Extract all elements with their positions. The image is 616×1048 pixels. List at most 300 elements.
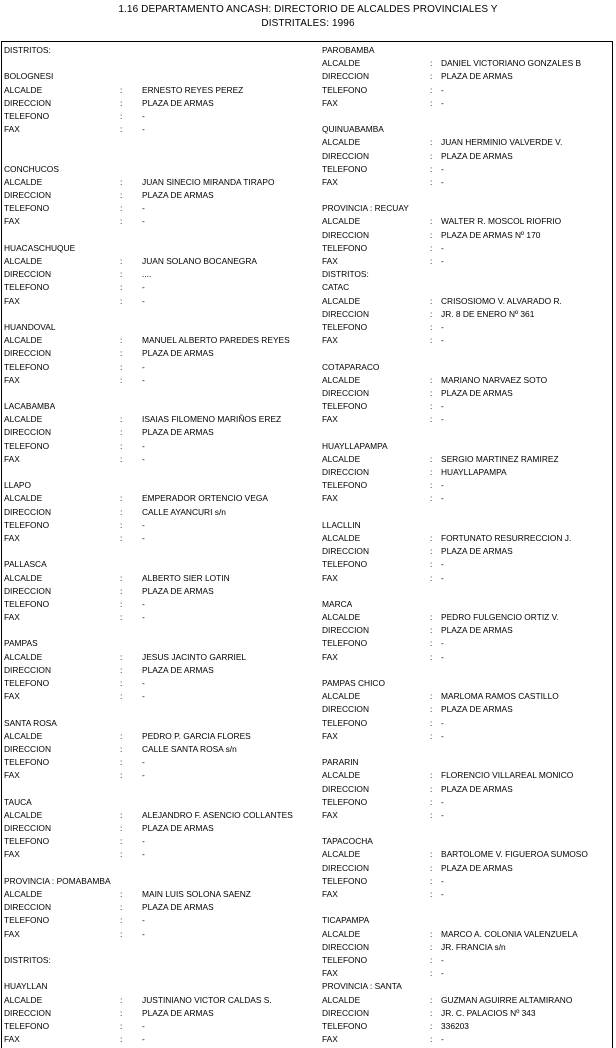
left-row bbox=[4, 70, 314, 83]
field-value: - bbox=[441, 572, 444, 583]
field-separator: : bbox=[120, 348, 123, 359]
left-row bbox=[4, 361, 314, 374]
left-row bbox=[4, 796, 314, 809]
field-separator: : bbox=[430, 941, 433, 952]
field-separator: : bbox=[120, 110, 123, 121]
right-row bbox=[322, 901, 612, 914]
right-row bbox=[322, 783, 612, 796]
field-label: ALCALDE bbox=[4, 84, 43, 95]
right-row bbox=[322, 994, 612, 1007]
field-separator: : bbox=[120, 176, 123, 187]
right-row bbox=[322, 888, 612, 901]
left-row bbox=[4, 822, 314, 835]
field-value: 336203 bbox=[441, 1020, 469, 1031]
field-label: DIRECCION bbox=[4, 427, 51, 438]
field-value: PEDRO FULGENCIO ORTIZ V. bbox=[441, 612, 559, 623]
field-label: FAX bbox=[322, 809, 338, 820]
field-label: DIRECCION bbox=[4, 664, 51, 675]
field-separator: : bbox=[120, 519, 123, 530]
field-value: FORTUNATO RESURRECCION J. bbox=[441, 532, 572, 543]
field-separator: : bbox=[120, 902, 123, 913]
right-row bbox=[322, 308, 612, 321]
field-label: FAX bbox=[322, 730, 338, 741]
left-row bbox=[4, 215, 314, 228]
field-label: DIRECCION bbox=[4, 190, 51, 201]
left-row bbox=[4, 176, 314, 189]
field-separator: : bbox=[430, 968, 433, 979]
left-row bbox=[4, 624, 314, 637]
field-label: TAPACOCHA bbox=[322, 836, 373, 847]
field-label: TELEFONO bbox=[322, 638, 368, 649]
field-value: FLORENCIO VILLAREAL MONICO bbox=[441, 770, 574, 781]
right-row bbox=[322, 255, 612, 268]
field-label: FAX bbox=[322, 889, 338, 899]
right-row bbox=[322, 321, 612, 334]
right-row bbox=[322, 70, 612, 83]
field-label: PARARIN bbox=[322, 757, 359, 768]
left-row bbox=[4, 400, 314, 413]
field-value: - bbox=[441, 163, 444, 174]
field-value: - bbox=[441, 809, 444, 820]
field-label: FAX bbox=[322, 493, 338, 504]
right-row bbox=[322, 202, 612, 215]
field-value: PLAZA DE ARMAS Nº 170 bbox=[441, 229, 541, 240]
left-row bbox=[4, 453, 314, 466]
field-label: DIRECCION bbox=[4, 269, 51, 280]
field-label: DIRECCION bbox=[322, 862, 369, 873]
field-value: - bbox=[441, 796, 444, 807]
field-label: DISTRITOS: bbox=[4, 45, 51, 55]
left-row bbox=[4, 862, 314, 875]
field-label: COTAPARACO bbox=[322, 361, 380, 372]
field-label: CATAC bbox=[322, 282, 350, 293]
left-row bbox=[4, 242, 314, 255]
field-label: FAX bbox=[4, 453, 20, 464]
left-row bbox=[4, 163, 314, 176]
field-separator: : bbox=[120, 282, 123, 293]
left-row bbox=[4, 572, 314, 585]
field-value: - bbox=[142, 1020, 145, 1031]
field-separator: : bbox=[430, 321, 433, 332]
right-row bbox=[322, 835, 612, 848]
left-row bbox=[4, 664, 314, 677]
field-label: DIRECCION bbox=[4, 97, 51, 108]
left-row bbox=[4, 136, 314, 149]
field-separator: : bbox=[430, 335, 433, 346]
field-value: - bbox=[441, 875, 444, 886]
field-separator: : bbox=[430, 401, 433, 412]
field-label: FAX bbox=[322, 256, 338, 266]
field-label: TELEFONO bbox=[4, 282, 50, 293]
field-value: - bbox=[441, 414, 444, 425]
left-row bbox=[4, 545, 314, 558]
field-value: CALLE AYANCURI s/n bbox=[142, 506, 226, 517]
field-value: - bbox=[142, 124, 145, 135]
field-value: PLAZA DE ARMAS bbox=[441, 387, 513, 398]
right-row bbox=[322, 651, 612, 664]
field-separator: : bbox=[120, 190, 123, 201]
field-value: - bbox=[142, 612, 145, 623]
field-value: - bbox=[142, 691, 145, 702]
left-row bbox=[4, 97, 314, 110]
left-row bbox=[4, 123, 314, 136]
field-separator: : bbox=[430, 651, 433, 662]
field-label: ALCALDE bbox=[4, 809, 43, 820]
left-row bbox=[4, 848, 314, 861]
field-value: ALEJANDRO F. ASENCIO COLLANTES bbox=[142, 809, 293, 820]
field-label: ALCALDE bbox=[4, 651, 43, 662]
right-row bbox=[322, 57, 612, 70]
field-separator: : bbox=[120, 915, 123, 926]
field-separator: : bbox=[430, 216, 433, 227]
field-value: PLAZA DE ARMAS bbox=[142, 823, 214, 834]
field-label: MARCA bbox=[322, 598, 353, 609]
field-label: LACABAMBA bbox=[4, 401, 56, 412]
field-separator: : bbox=[120, 598, 123, 609]
field-label: DIRECCION bbox=[322, 467, 369, 477]
field-label: FAX bbox=[4, 216, 20, 227]
field-label: ALCALDE bbox=[322, 295, 361, 306]
field-label: DIRECCION bbox=[4, 506, 51, 517]
field-separator: : bbox=[430, 414, 433, 425]
field-value: - bbox=[142, 374, 145, 385]
field-label: TICAPAMPA bbox=[322, 915, 370, 926]
field-label: DIRECCION bbox=[322, 1007, 369, 1018]
left-row bbox=[4, 110, 314, 123]
field-separator: : bbox=[430, 256, 433, 266]
field-separator: : bbox=[120, 612, 123, 623]
field-separator: : bbox=[430, 532, 433, 543]
field-separator: : bbox=[430, 625, 433, 636]
field-label: FAX bbox=[322, 97, 338, 108]
left-row bbox=[4, 783, 314, 796]
left-row bbox=[4, 426, 314, 439]
field-separator: : bbox=[430, 493, 433, 504]
field-label: DIRECCION bbox=[4, 1007, 51, 1018]
field-separator: : bbox=[120, 216, 123, 227]
field-label: TELEFONO bbox=[4, 836, 50, 847]
field-value: MARLOMA RAMOS CASTILLO bbox=[441, 691, 559, 702]
right-row bbox=[322, 97, 612, 110]
left-row bbox=[4, 677, 314, 690]
field-label: TELEFONO bbox=[322, 321, 368, 332]
right-row bbox=[322, 717, 612, 730]
left-row bbox=[4, 914, 314, 927]
field-label: TELEFONO bbox=[4, 203, 50, 214]
field-value: - bbox=[441, 84, 444, 95]
field-separator: : bbox=[120, 532, 123, 543]
field-label: PAMPAS CHICO bbox=[322, 678, 385, 688]
field-value: - bbox=[441, 954, 444, 965]
field-value: DANIEL VICTORIANO GONZALES B bbox=[441, 58, 582, 69]
field-separator: : bbox=[120, 585, 123, 596]
field-label: ALCALDE bbox=[4, 889, 43, 899]
field-label: TELEFONO bbox=[322, 717, 368, 728]
left-row bbox=[4, 901, 314, 914]
field-separator: : bbox=[120, 678, 123, 688]
right-row bbox=[322, 1033, 612, 1046]
field-value: PEDRO P. GARCIA FLORES bbox=[142, 730, 251, 741]
field-value: SERGIO MARTINEZ RAMIREZ bbox=[441, 453, 559, 464]
field-value: JR. FRANCIA s/n bbox=[441, 941, 506, 952]
field-value: - bbox=[142, 836, 145, 847]
field-value: CRISOSIOMO V. ALVARADO R. bbox=[441, 295, 562, 306]
left-row bbox=[4, 202, 314, 215]
right-row bbox=[322, 334, 612, 347]
field-label: TELEFONO bbox=[322, 480, 368, 491]
right-row bbox=[322, 862, 612, 875]
field-label: DIRECCION bbox=[322, 783, 369, 794]
right-row bbox=[322, 730, 612, 743]
field-separator: : bbox=[120, 453, 123, 464]
left-row bbox=[4, 532, 314, 545]
right-row bbox=[322, 796, 612, 809]
left-row bbox=[4, 756, 314, 769]
field-separator: : bbox=[430, 71, 433, 82]
right-row bbox=[322, 453, 612, 466]
field-value: JUSTINIANO VICTOR CALDAS S. bbox=[142, 994, 272, 1005]
field-value: PLAZA DE ARMAS bbox=[441, 862, 513, 873]
field-value: - bbox=[441, 1034, 444, 1045]
document-title-line-2: DISTRITALES: 1996 bbox=[261, 18, 355, 29]
field-value: PLAZA DE ARMAS bbox=[441, 71, 513, 82]
right-row bbox=[322, 519, 612, 532]
right-row bbox=[322, 980, 612, 993]
field-value: - bbox=[142, 216, 145, 227]
field-value: - bbox=[142, 110, 145, 121]
left-row bbox=[4, 637, 314, 650]
field-separator: : bbox=[120, 440, 123, 451]
left-row bbox=[4, 374, 314, 387]
field-value: PLAZA DE ARMAS bbox=[441, 783, 513, 794]
right-row bbox=[322, 822, 612, 835]
right-row bbox=[322, 123, 612, 136]
field-label: DIRECCION bbox=[4, 585, 51, 596]
field-label: DIRECCION bbox=[322, 546, 369, 557]
right-row bbox=[322, 809, 612, 822]
left-row bbox=[4, 334, 314, 347]
field-value: ERNESTO REYES PEREZ bbox=[142, 84, 244, 95]
right-row bbox=[322, 611, 612, 624]
field-value: - bbox=[142, 849, 145, 860]
field-label: HUAYLLAN bbox=[4, 981, 48, 992]
right-row bbox=[322, 479, 612, 492]
field-label: FAX bbox=[4, 1034, 20, 1045]
field-label: FAX bbox=[4, 532, 20, 543]
right-row bbox=[322, 492, 612, 505]
field-separator: : bbox=[430, 704, 433, 715]
field-separator: : bbox=[120, 506, 123, 517]
field-label: HUANDOVAL bbox=[4, 321, 56, 332]
right-row bbox=[322, 440, 612, 453]
field-label: FAX bbox=[4, 691, 20, 702]
field-label: QUINUABAMBA bbox=[322, 124, 384, 135]
right-row bbox=[322, 914, 612, 927]
field-value: - bbox=[441, 559, 444, 570]
field-separator: : bbox=[430, 954, 433, 965]
right-row bbox=[322, 941, 612, 954]
field-separator: : bbox=[430, 308, 433, 319]
field-label: FAX bbox=[322, 968, 338, 979]
field-label: ALCALDE bbox=[322, 453, 361, 464]
field-value: - bbox=[441, 889, 444, 899]
field-label: TELEFONO bbox=[4, 1020, 50, 1031]
left-row bbox=[4, 150, 314, 163]
right-row bbox=[322, 928, 612, 941]
field-value: - bbox=[142, 203, 145, 214]
right-row bbox=[322, 229, 612, 242]
left-row bbox=[4, 506, 314, 519]
left-row bbox=[4, 229, 314, 242]
field-value: BARTOLOME V. FIGUEROA SUMOSO bbox=[441, 849, 588, 860]
right-row bbox=[322, 967, 612, 980]
right-row bbox=[322, 848, 612, 861]
field-separator: : bbox=[120, 730, 123, 741]
left-row bbox=[4, 387, 314, 400]
field-label: FAX bbox=[322, 651, 338, 662]
right-row bbox=[322, 624, 612, 637]
right-row bbox=[322, 506, 612, 519]
field-separator: : bbox=[430, 638, 433, 649]
field-value: ALBERTO SIER LOTIN bbox=[142, 572, 230, 583]
left-row bbox=[4, 44, 314, 57]
field-separator: : bbox=[430, 770, 433, 781]
field-value: - bbox=[142, 928, 145, 939]
field-value: HUAYLLAPAMPA bbox=[441, 467, 507, 477]
field-label: SANTA ROSA bbox=[4, 717, 57, 728]
field-separator: : bbox=[430, 97, 433, 108]
field-label: ALCALDE bbox=[322, 770, 361, 781]
field-label: HUACASCHUQUE bbox=[4, 242, 76, 253]
field-separator: : bbox=[120, 691, 123, 702]
field-label: TELEFONO bbox=[322, 954, 368, 965]
field-label: DIRECCION bbox=[4, 743, 51, 754]
field-label: DIRECCION bbox=[322, 71, 369, 82]
right-row bbox=[322, 677, 612, 690]
field-separator: : bbox=[430, 374, 433, 385]
right-row bbox=[322, 295, 612, 308]
left-row bbox=[4, 690, 314, 703]
left-row bbox=[4, 941, 314, 954]
field-separator: : bbox=[430, 994, 433, 1005]
field-separator: : bbox=[430, 84, 433, 95]
field-value: - bbox=[142, 757, 145, 768]
field-label: FAX bbox=[4, 124, 20, 135]
field-value: .... bbox=[142, 269, 152, 280]
field-label: ALCALDE bbox=[322, 612, 361, 623]
field-separator: : bbox=[430, 229, 433, 240]
field-separator: : bbox=[120, 269, 123, 280]
field-label: TELEFONO bbox=[4, 440, 50, 451]
right-row bbox=[322, 558, 612, 571]
right-row bbox=[322, 532, 612, 545]
field-value: - bbox=[441, 97, 444, 108]
field-label: FAX bbox=[4, 770, 20, 781]
field-separator: : bbox=[120, 493, 123, 504]
field-separator: : bbox=[430, 559, 433, 570]
field-label: ALCALDE bbox=[322, 216, 361, 227]
field-separator: : bbox=[430, 1020, 433, 1031]
field-value: - bbox=[441, 321, 444, 332]
left-row bbox=[4, 440, 314, 453]
field-label: FAX bbox=[4, 374, 20, 385]
field-label: DIRECCION bbox=[322, 308, 369, 319]
right-row bbox=[322, 150, 612, 163]
field-label: TELEFONO bbox=[4, 757, 50, 768]
field-label: ALCALDE bbox=[322, 691, 361, 702]
directory-right-column bbox=[322, 44, 612, 1046]
field-separator: : bbox=[430, 480, 433, 491]
right-row bbox=[322, 572, 612, 585]
document-title-line-1: 1.16 DEPARTAMENTO ANCASH: DIRECTORIO DE ALCALDES PROVINCIALES Y bbox=[118, 4, 498, 15]
field-label: LLAPO bbox=[4, 480, 32, 491]
field-label: TELEFONO bbox=[322, 796, 368, 807]
field-value: MARIANO NARVAEZ SOTO bbox=[441, 374, 548, 385]
field-label: FAX bbox=[4, 612, 20, 623]
left-row bbox=[4, 980, 314, 993]
left-row bbox=[4, 954, 314, 967]
field-separator: : bbox=[430, 58, 433, 69]
field-value: JUAN SINECIO MIRANDA TIRAPO bbox=[142, 176, 275, 187]
field-label: TELEFONO bbox=[322, 401, 368, 412]
left-row bbox=[4, 598, 314, 611]
field-label: ALCALDE bbox=[4, 256, 43, 266]
field-label: ALCALDE bbox=[4, 176, 43, 187]
field-separator: : bbox=[430, 612, 433, 623]
right-row bbox=[322, 954, 612, 967]
field-label: BOLOGNESI bbox=[4, 71, 54, 82]
right-row bbox=[322, 189, 612, 202]
field-value: JUAN HERMINIO VALVERDE V. bbox=[441, 137, 563, 148]
field-separator: : bbox=[430, 163, 433, 174]
left-row bbox=[4, 888, 314, 901]
field-separator: : bbox=[430, 862, 433, 873]
field-separator: : bbox=[430, 453, 433, 464]
field-value: PLAZA DE ARMAS bbox=[441, 704, 513, 715]
field-value: - bbox=[142, 532, 145, 543]
field-value: - bbox=[441, 335, 444, 346]
field-label: PROVINCIA : RECUAY bbox=[322, 203, 409, 214]
right-row bbox=[322, 347, 612, 360]
field-value: - bbox=[441, 176, 444, 187]
field-value: - bbox=[441, 480, 444, 491]
field-value: MAIN LUIS SOLONA SAENZ bbox=[142, 889, 251, 899]
field-value: - bbox=[142, 678, 145, 688]
field-value: - bbox=[142, 915, 145, 926]
field-label: PAMPAS bbox=[4, 638, 38, 649]
field-label: DIRECCION bbox=[322, 229, 369, 240]
field-label: ALCALDE bbox=[322, 58, 361, 69]
field-separator: : bbox=[120, 427, 123, 438]
field-label: ALCALDE bbox=[322, 137, 361, 148]
field-separator: : bbox=[120, 1020, 123, 1031]
field-value: JR. C. PALACIOS Nº 343 bbox=[441, 1007, 536, 1018]
left-row bbox=[4, 466, 314, 479]
field-label: DISTRITOS: bbox=[4, 954, 51, 965]
field-separator: : bbox=[120, 928, 123, 939]
field-separator: : bbox=[430, 467, 433, 477]
right-row bbox=[322, 176, 612, 189]
field-label: TELEFONO bbox=[4, 598, 50, 609]
field-separator: : bbox=[120, 374, 123, 385]
right-row bbox=[322, 413, 612, 426]
field-value: - bbox=[142, 361, 145, 372]
field-value: MANUEL ALBERTO PAREDES REYES bbox=[142, 335, 290, 346]
left-row bbox=[4, 321, 314, 334]
field-label: TELEFONO bbox=[322, 875, 368, 886]
field-label: TELEFONO bbox=[322, 163, 368, 174]
field-label: FAX bbox=[322, 176, 338, 187]
